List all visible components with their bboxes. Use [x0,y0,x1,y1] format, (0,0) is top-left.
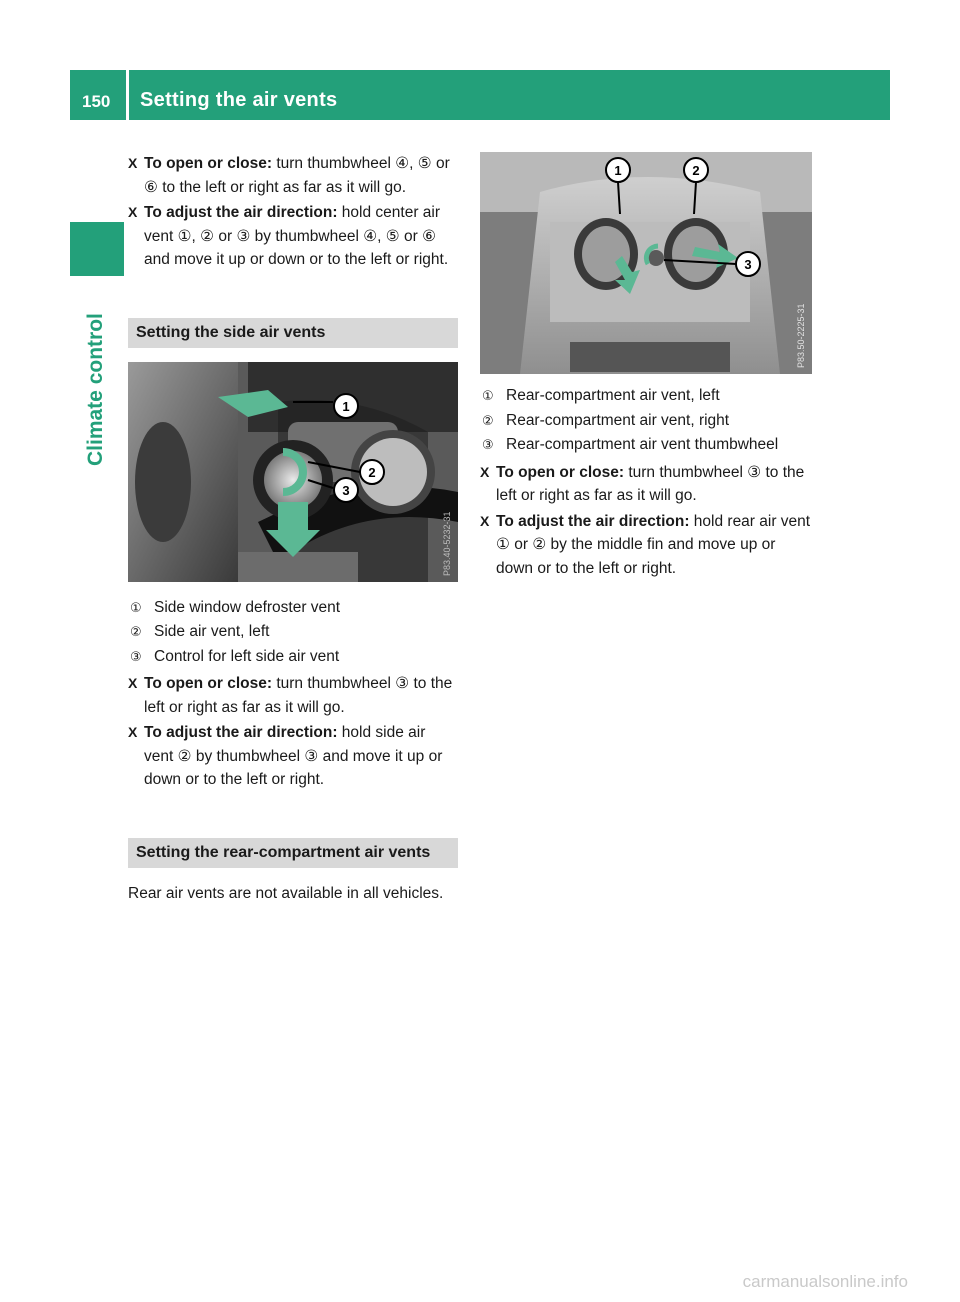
legend-num: ③ [482,437,494,452]
step-text: , [409,155,418,172]
legend-item [480,433,812,457]
svg-text:1: 1 [614,163,622,178]
step-text: hold side air vent [144,724,426,765]
side-steps [128,672,458,792]
svg-text:1: 1 [342,398,350,414]
step-text: or [431,155,450,172]
step-open-close-rear [480,461,812,508]
step-text: to the left or right as far as it will go. [496,463,805,504]
page-header [70,70,890,120]
callout-ref: ① [496,536,510,553]
callout-3-icon [334,478,358,502]
legend-num: ② [130,624,142,639]
chapter-tab [70,222,124,276]
svg-text:2: 2 [368,464,376,480]
svg-text:3: 3 [744,257,752,272]
step-arrow-icon: X [128,204,138,220]
left-column [128,152,458,905]
legend-text: Rear-compartment air vent thumbwheel [506,436,779,453]
step-label: To adjust the air direction: [144,204,338,221]
side-vents-heading: Setting the side air vents [128,318,458,348]
callout-ref: ④ [395,155,410,172]
photo-code: P83.40-5232-31 [442,510,452,576]
callout-ref: ② [532,536,547,553]
side-legend [128,596,458,669]
rear-legend [480,384,812,457]
callout-ref: ④ [363,227,378,245]
callout-ref: ③ [236,227,251,245]
step-text: turn thumbwheel [272,675,396,692]
legend-num: ① [482,388,494,403]
legend-num: ③ [130,648,142,664]
callout-ref: ⑥ [422,227,436,245]
callout-3-icon [736,252,760,276]
callout-1-icon [334,394,358,418]
svg-text:3: 3 [342,482,350,498]
legend-text: Rear-compartment air vent, left [506,387,720,404]
legend-text: Rear-compartment air vent, right [506,411,730,429]
chapter-label [70,286,124,646]
intro-steps [128,152,458,272]
legend-text: Side window defroster vent [154,598,341,616]
callout-ref: ③ [395,675,410,692]
page-title: Setting the air vents [140,89,338,111]
step-text: hold center air vent [144,204,441,245]
step-arrow-icon: X [480,463,490,480]
step-arrow-icon: X [480,512,490,529]
page-number: 150 [82,92,111,111]
step-text: by the middle fin and move up or down or to the left or right. [496,536,776,577]
callout-ref: ③ [304,747,319,765]
legend-num: ① [130,599,142,615]
legend-item [128,645,458,669]
callout-ref: ⑤ [417,155,432,172]
callout-1-icon [606,158,630,182]
step-text: , [377,227,386,245]
legend-item [128,620,458,644]
side-vent-photo [128,362,458,582]
step-open-close-center [128,152,458,199]
step-adjust-side [128,721,458,792]
step-label: To adjust the air direction: [144,724,338,741]
legend-text: Control for left side air vent [154,647,340,665]
step-open-close-side [128,672,458,719]
legend-item [480,409,812,433]
step-text: hold rear air vent [689,512,811,530]
watermark: carmanualsonline.info [742,1272,908,1291]
step-text: turn thumbwheel [624,463,748,481]
legend-item [480,384,812,408]
step-text: to the left or right as far as it will go. [144,675,453,716]
legend-text: Side air vent, left [154,623,270,640]
step-text: or [399,227,423,245]
callout-2-icon [684,158,708,182]
rear-vent-photo [480,152,812,374]
step-text: or [509,536,533,553]
step-text: to the left or right as far as it will go. [157,178,407,196]
callout-2-icon [360,460,384,484]
photo-code: P83.50-2225-31 [796,303,806,368]
callout-ref: ③ [747,463,762,481]
header-divider [126,70,129,120]
step-text: by thumbwheel [250,227,364,245]
rear-availability-note: Rear air vents are not available in all vehicles. [128,884,444,902]
callout-ref: ② [177,747,192,765]
callout-ref: ⑥ [144,178,158,196]
step-text: by thumbwheel [191,747,305,765]
svg-text:2: 2 [692,163,700,178]
step-arrow-icon: X [128,724,138,740]
step-label: To open or close: [144,155,273,172]
callout-ref: ① [177,227,192,245]
step-text: or [214,227,237,245]
step-text: , [191,227,201,245]
callout-ref: ② [200,227,215,245]
step-text: and move it up or down or to the left or right. [144,251,449,268]
step-label: To adjust the air direction: [496,512,690,530]
callout-ref: ⑤ [385,227,400,245]
step-arrow-icon: X [128,155,138,171]
right-column [480,152,812,582]
legend-item [128,596,458,620]
step-text: and move it up or down or to the left or right. [144,747,443,788]
step-arrow-icon: X [128,675,138,691]
step-adjust-center [128,201,458,272]
step-text: turn thumbwheel [272,155,396,172]
legend-num: ② [482,412,494,428]
rear-steps [480,461,812,581]
step-label: To open or close: [496,463,625,481]
rear-vents-heading: Setting the rear-compartment air vents [128,838,458,868]
chapter-label-text: Climate control [84,313,107,466]
step-label: To open or close: [144,675,273,692]
step-adjust-rear [480,510,812,581]
